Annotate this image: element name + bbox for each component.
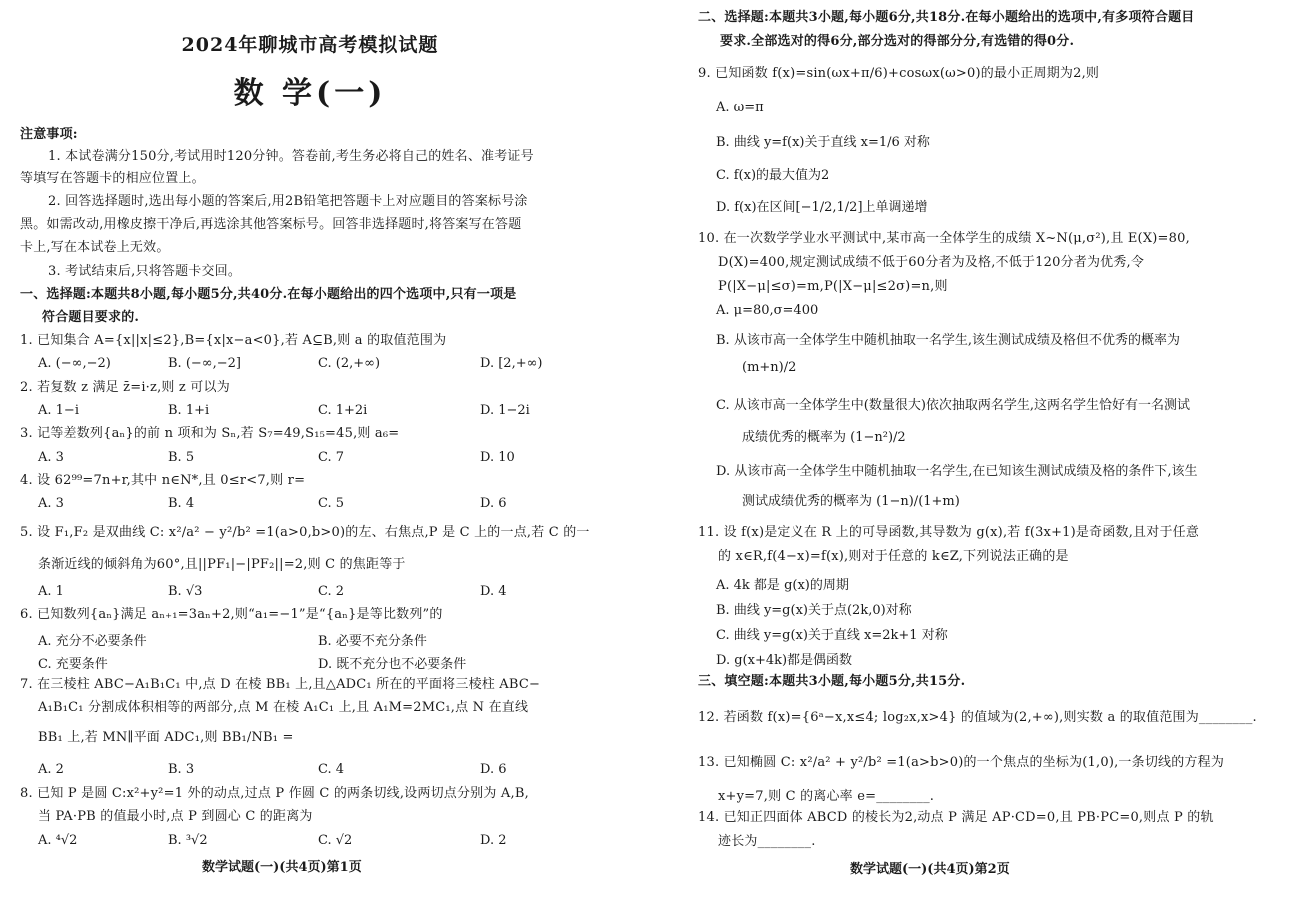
option: D. 2	[480, 833, 507, 848]
option: A. 1	[38, 584, 64, 599]
section-heading: 要求.全部选对的得6分,部分选对的得部分分,有选错的得0分.	[720, 34, 1075, 49]
option: C. 5	[318, 496, 345, 511]
notice-line: 3. 考试结束后,只将答题卡交回。	[48, 264, 242, 279]
notice-line: 卡上,写在本试卷上无效。	[20, 240, 170, 255]
question-6: 6. 已知数列{aₙ}满足 aₙ₊₁=3aₙ+2,则“a₁=−1”是“{aₙ}是等比数列”的	[20, 607, 443, 622]
option: B. 5	[168, 450, 195, 465]
question-7-cont: BB₁ 上,若 MN∥平面 ADC₁,则 BB₁/NB₁ =	[38, 730, 294, 745]
notice-line: 2. 回答选择题时,选出每小题的答案后,用2B铅笔把答题卡上对应题目的答案标号涂	[48, 194, 528, 209]
option: D. 既不充分也不必要条件	[318, 657, 467, 672]
option: C. 充要条件	[38, 657, 108, 672]
option: D. 1−2i	[480, 403, 530, 418]
question-4: 4. 设 62⁹⁹=7n+r,其中 n∈N*,且 0≤r<7,则 r=	[20, 473, 306, 488]
option: B. 从该市高一全体学生中随机抽取一名学生,该生测试成绩及格但不优秀的概率为	[716, 333, 1180, 348]
question-10-cont: D(X)=400,规定测试成绩不低于60分者为及格,不低于120分者为优秀,令	[718, 255, 1145, 270]
notice-line: 等填写在答题卡的相应位置上。	[20, 171, 205, 186]
option: D. 6	[480, 496, 507, 511]
option: A. ⁴√2	[38, 833, 78, 848]
option: C. 从该市高一全体学生中(数量很大)依次抽取两名学生,这两名学生恰好有一名测试	[716, 398, 1191, 413]
option: A. 3	[38, 450, 64, 465]
question-11: 11. 设 f(x)是定义在 R 上的可导函数,其导数为 g(x),若 f(3x+1)是奇函数,且对于任意	[698, 525, 1200, 540]
option: A. 4k 都是 g(x)的周期	[716, 578, 849, 593]
question-8-cont: 当 PA·PB 的值最小时,点 P 到圆心 C 的距离为	[38, 809, 313, 824]
section-heading: 三、填空题:本题共3小题,每小题5分,共15分.	[698, 674, 966, 689]
option: C. 1+2i	[318, 403, 368, 418]
option: B. 曲线 y=g(x)关于点(2k,0)对称	[716, 603, 912, 618]
question-13: 13. 已知椭圆 C: x²/a² + y²/b² =1(a>b>0)的一个焦点的坐标为(1,0),一条切线的方程为	[698, 755, 1225, 770]
option: C. √2	[318, 833, 353, 848]
question-7-cont: A₁B₁C₁ 分割成体积相等的两部分,点 M 在棱 A₁C₁ 上,且 A₁M=2MC₁,点 N 在直线	[38, 700, 529, 715]
question-5: 5. 设 F₁,F₂ 是双曲线 C: x²/a² − y²/b² =1(a>0,b>0)的左、右焦点,P 是 C 上的一点,若 C 的一	[20, 525, 590, 540]
option: A. 2	[38, 762, 64, 777]
page-footer: 数学试题(一)(共4页)第1页	[202, 860, 362, 875]
option-cont: (m+n)/2	[742, 360, 797, 375]
option: C. 曲线 y=g(x)关于直线 x=2k+1 对称	[716, 628, 948, 643]
question-1: 1. 已知集合 A={x||x|≤2},B={x|x−a<0},若 A⊆B,则 a 的取值范围为	[20, 333, 447, 348]
option: B. ³√2	[168, 833, 208, 848]
page-right	[690, 0, 1290, 900]
option: C. (2,+∞)	[318, 356, 381, 371]
option-cont: 测试成绩优秀的概率为 (1−n)/(1+m)	[742, 494, 960, 509]
option: A. 充分不必要条件	[38, 634, 147, 649]
question-10-cont: P(|X−μ|≤σ)=m,P(|X−μ|≤2σ)=n,则	[718, 279, 948, 294]
option: D. 从该市高一全体学生中随机抽取一名学生,在已知该生测试成绩及格的条件下,该生	[716, 464, 1198, 479]
option: C. 4	[318, 762, 345, 777]
question-8: 8. 已知 P 是圆 C:x²+y²=1 外的动点,过点 P 作圆 C 的两条切线,设两切点分别为 A,B,	[20, 786, 529, 801]
page-footer: 数学试题(一)(共4页)第2页	[850, 862, 1010, 877]
question-5-cont: 条渐近线的倾斜角为60°,且||PF₁|−|PF₂||=2,则 C 的焦距等于	[38, 557, 406, 572]
option: A. 1−i	[38, 403, 79, 418]
question-3: 3. 记等差数列{aₙ}的前 n 项和为 Sₙ,若 S₇=49,S₁₅=45,则 a₆=	[20, 426, 400, 441]
option: D. [2,+∞)	[480, 356, 543, 371]
question-9: 9. 已知函数 f(x)=sin(ωx+π/6)+cosωx(ω>0)的最小正周期为2,则	[698, 66, 1100, 81]
option: B. 1+i	[168, 403, 210, 418]
question-12: 12. 若函数 f(x)={6ᵃ−x,x≤4; log₂x,x>4} 的值域为(2,+∞),则实数 a 的取值范围为________.	[698, 710, 1257, 725]
question-11-cont: 的 x∈R,f(4−x)=f(x),则对于任意的 k∈Z,下列说法正确的是	[718, 549, 1069, 564]
option: B. √3	[168, 584, 203, 599]
option: A. ω=π	[716, 100, 764, 115]
option: D. 10	[480, 450, 515, 465]
option: C. f(x)的最大值为2	[716, 168, 830, 183]
question-2: 2. 若复数 z 满足 z̄=i·z,则 z 可以为	[20, 380, 230, 395]
option: D. f(x)在区间[−1/2,1/2]上单调递增	[716, 200, 928, 215]
notice-line: 1. 本试卷满分150分,考试用时120分钟。答卷前,考生务必将自己的姓名、准考证号	[48, 149, 534, 164]
section-heading: 符合题目要求的.	[42, 310, 140, 325]
option: D. 6	[480, 762, 507, 777]
question-14: 14. 已知正四面体 ABCD 的棱长为2,动点 P 满足 AP·CD=0,且 PB·PC=0,则点 P 的轨	[698, 810, 1214, 825]
option: A. μ=80,σ=400	[716, 303, 819, 318]
notice-heading: 注意事项:	[20, 127, 78, 142]
page-left	[0, 0, 640, 900]
question-10: 10. 在一次数学学业水平测试中,某市高一全体学生的成绩 X~N(μ,σ²),且 E(X)=80,	[698, 231, 1190, 246]
question-13-cont: x+y=7,则 C 的离心率 e=________.	[718, 789, 935, 804]
exam-title: 2024年聊城市高考模拟试题	[181, 34, 439, 56]
option: B. (−∞,−2]	[168, 356, 241, 371]
option: B. 曲线 y=f(x)关于直线 x=1/6 对称	[716, 135, 930, 150]
exam-subtitle: 数 学(一)	[233, 76, 387, 111]
option: C. 2	[318, 584, 345, 599]
option: B. 必要不充分条件	[318, 634, 427, 649]
option: A. 3	[38, 496, 64, 511]
option: B. 4	[168, 496, 195, 511]
option: D. g(x+4k)都是偶函数	[716, 653, 853, 668]
question-7: 7. 在三棱柱 ABC−A₁B₁C₁ 中,点 D 在棱 BB₁ 上,且△ADC₁ 所在的平面将三棱柱 ABC−	[20, 677, 541, 692]
notice-line: 黑。如需改动,用橡皮擦干净后,再选涂其他答案标号。回答非选择题时,将答案写在答题	[20, 217, 522, 232]
option: A. (−∞,−2)	[38, 356, 111, 371]
section-heading: 二、选择题:本题共3小题,每小题6分,共18分.在每小题给出的选项中,有多项符合题目	[698, 10, 1195, 25]
option-cont: 成绩优秀的概率为 (1−n²)/2	[742, 430, 906, 445]
option: C. 7	[318, 450, 345, 465]
section-heading: 一、选择题:本题共8小题,每小题5分,共40分.在每小题给出的四个选项中,只有一项是	[20, 287, 517, 302]
option: B. 3	[168, 762, 195, 777]
option: D. 4	[480, 584, 507, 599]
question-14-cont: 迹长为________.	[718, 834, 816, 849]
